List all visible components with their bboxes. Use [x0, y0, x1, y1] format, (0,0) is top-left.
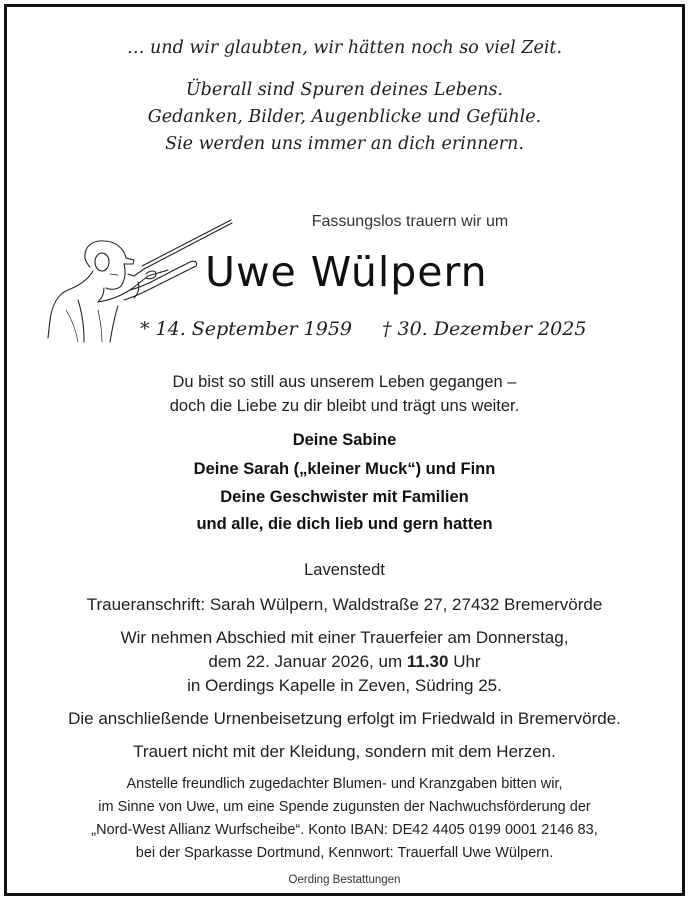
service-time-unit: Uhr — [448, 652, 481, 671]
mourner-1: Deine Sabine — [292, 431, 397, 449]
service-line-2 — [0, 652, 689, 672]
deceased-name: Uwe Wülpern — [205, 248, 488, 296]
donation-line-2: im Sinne von Uwe, um eine Spende zugunsten der Nachwuchsförderung der — [98, 799, 591, 815]
place-name: Lavenstedt — [304, 561, 385, 579]
quote-line-3: Gedanken, Bilder, Augenblicke und Gefühle. — [147, 107, 542, 127]
intro-text: Fassungslos trauern wir um — [311, 213, 509, 230]
quote-line-4: Sie werden uns immer an dich erinnern. — [165, 134, 524, 154]
mourner-4: und alle, die dich lieb und gern hatten — [196, 515, 493, 533]
mourner-2: Deine Sarah („kleiner Muck“) und Finn — [193, 460, 496, 478]
service-line-1: Wir nehmen Abschied mit einer Trauerfeier am Donnerstag, — [120, 628, 569, 647]
mourner-3: Deine Geschwister mit Familien — [220, 488, 469, 506]
clothing-text: Trauert nicht mit der Kleidung, sondern mit dem Herzen. — [133, 742, 556, 761]
service-line-3: in Oerdings Kapelle in Zeven, Südring 25. — [187, 676, 502, 695]
mourning-address: Traueranschrift: Sarah Wülpern, Waldstraße 27, 27432 Bremervörde — [86, 595, 603, 614]
quote-line-2: Überall sind Spuren deines Lebens. — [185, 80, 504, 100]
donation-line-4: bei der Sparkasse Dortmund, Kennwort: Trauerfall Uwe Wülpern. — [135, 845, 554, 861]
birth-date: * 14. September 1959 — [140, 318, 352, 340]
verse-line-2: doch die Liebe zu dir bleibt und trägt uns weiter. — [169, 397, 520, 415]
quote-line-1: … und wir glaubten, wir hätten noch so viel Zeit. — [126, 38, 563, 58]
burial-text: Die anschließende Urnenbeisetzung erfolgt im Friedwald in Bremervörde. — [68, 709, 621, 728]
donation-line-3: „Nord-West Allianz Wurfscheibe“. Konto IBAN: DE42 4405 0199 0001 2146 83, — [91, 822, 598, 838]
funeral-home-footer: Oerding Bestattungen — [288, 874, 401, 886]
verse-line-1: Du bist so still aus unserem Leben gegangen – — [172, 373, 517, 391]
death-date: † 30. Dezember 2025 — [382, 318, 587, 340]
donation-line-1: Anstelle freundlich zugedachter Blumen- und Kranzgaben bitten wir, — [126, 776, 563, 792]
service-date: dem 22. Januar 2026, um — [208, 652, 407, 671]
service-time: 11.30 — [406, 652, 449, 671]
